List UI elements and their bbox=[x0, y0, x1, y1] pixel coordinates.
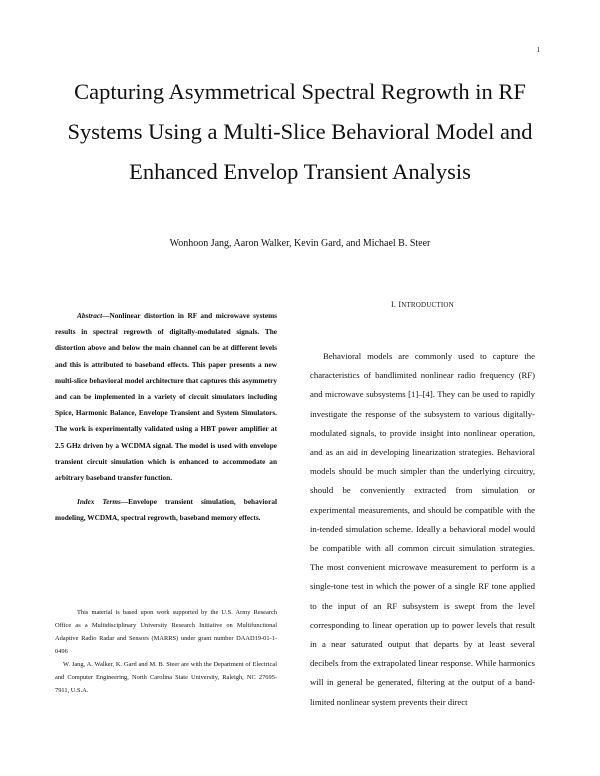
footnote bbox=[55, 606, 277, 697]
right-column bbox=[310, 300, 535, 712]
index-terms bbox=[55, 494, 277, 526]
index-terms-text: Envelope transient simulation, behavioral modeling, WCDMA, spectral regrowth, baseband memory effects. bbox=[55, 497, 277, 523]
author-list: Wonhoon Jang, Aaron Walker, Kevin Gard, and Michael B. Steer bbox=[169, 238, 431, 249]
section-heading-initial: I bbox=[398, 300, 402, 309]
abstract-text: Nonlinear distortion in RF and microwave systems results in spectral regrowth of digitally-modulated signals. The distortion above and below the main channel can be at different levels and this is attributed to baseband effects. This paper presents a new multi-slice behavioral model architecture that captures this asymmetry and can be implemented in a variety of circuit simulators including Spice, Harmonic Balance, Envelope Transient and System Simulators. The work is experimentally validated using a HBT power amplifier at 2.5 GHz driven by a WCDMA signal. The model is used with envelope transient circuit simulation which is enhanced to accommodate an arbitrary baseband transfer function. bbox=[55, 311, 277, 483]
section-numeral: I. bbox=[391, 300, 397, 309]
index-terms-dash: — bbox=[120, 497, 129, 507]
abstract bbox=[55, 308, 277, 486]
left-column bbox=[55, 308, 277, 527]
index-terms-label: Index Terms bbox=[77, 497, 121, 507]
funding-note: This material is based upon work supported by the U.S. Army Research Office as a Multidisciplinary University Research Initiative on Multifunctional Adaptive Radio Radar and Sensors (MARRS) under grant number DAAD19-01-1-0496 bbox=[55, 609, 277, 655]
section-heading-rest: NTRODUCTION bbox=[401, 301, 454, 309]
abstract-dash: — bbox=[102, 311, 110, 320]
page-number: 1 bbox=[536, 46, 540, 54]
abstract-label: Abstract bbox=[77, 311, 103, 320]
section-heading-introduction bbox=[310, 300, 535, 309]
introduction-paragraph: Behavioral models are commonly used to capture the characteristics of bandlimited nonlinear radio frequency (RF) and microwave subsystems [1]–[4]. They can be used to rapidly investigate the response of the subsystem to various digitally-modulated signals, to provide insight into nonlinear operation, and as an aid in developing linearization strategies. Behavioral models should be much simpler than the underlying circuitry, should be conveniently extracted from simulation or experimental measurements, and should be compatible with the in-tended simulation scheme. Ideally a behavioral model would be compatible with all common circuit simulation strategies. The most convenient microwave measurement to perform is a single-tone test in which the power of a single RF tone applied to the input of an RF subsystem is swept from the level corresponding to linear operation up to power levels that result in a near saturated output that departs by at least several decibels from the extrapolated linear response. While harmonics will in general be generated, filtering at the output of a band-limited nonlinear system prevents their direct bbox=[310, 351, 535, 707]
paper-title: Capturing Asymmetrical Spectral Regrowth in RF Systems Using a Multi-Slice Behavioral Model and Enhanced Envelop Transient Analysis bbox=[67, 79, 533, 184]
affiliation-note: W. Jang, A. Walker, K. Gard and M. B. Steer are with the Department of Electrical and Computer Engineering, North Carolina State University, Raleigh, NC 27695-7911, U.S.A. bbox=[55, 661, 277, 694]
